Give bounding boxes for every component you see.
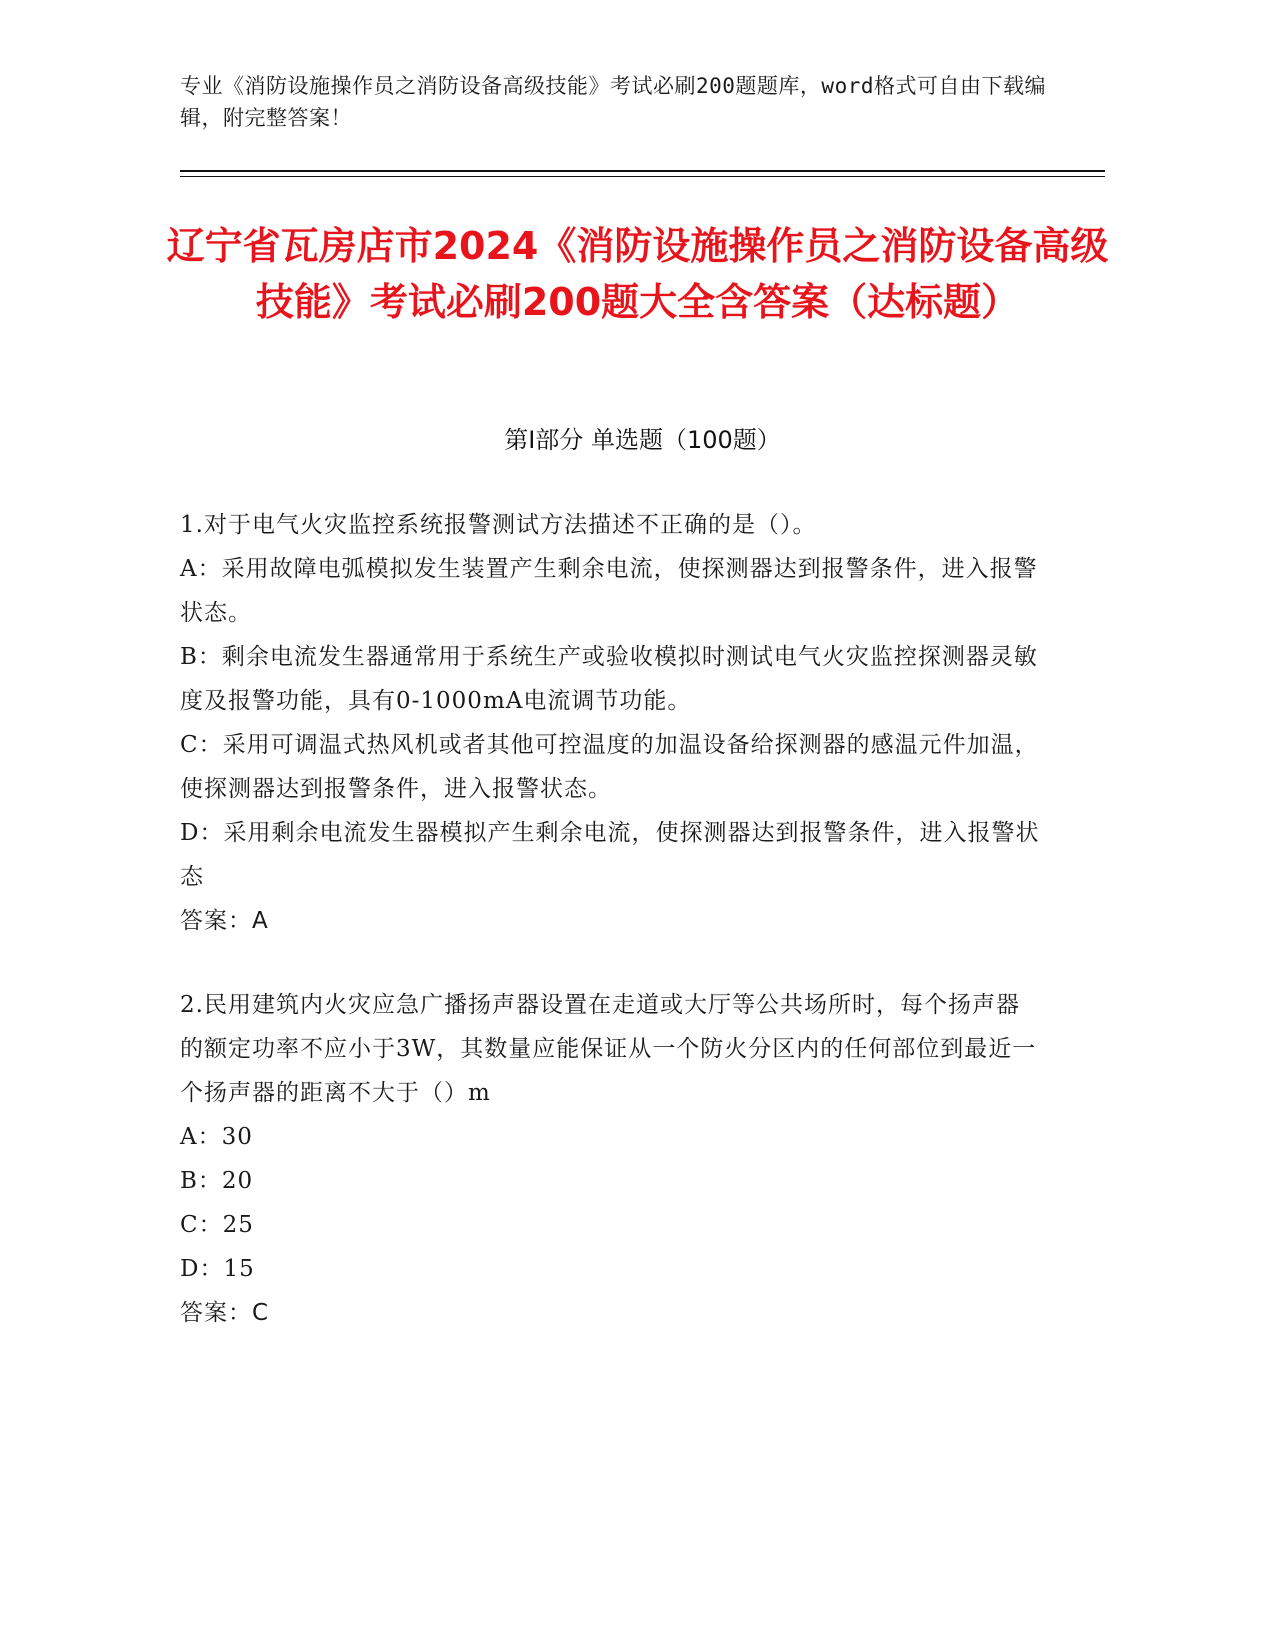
option-b: B：剩余电流发生器通常用于系统生产或验收模拟时测试电气火灾监控探测器灵敏度及报警功能，具有0-1000mA电流调节功能。	[180, 644, 1038, 714]
header-divider-thick	[180, 170, 1105, 172]
question-stem: 2.民用建筑内火灾应急广播扬声器设置在走道或大厅等公共场所时，每个扬声器的额定功率不应小于3W，其数量应能保证从一个防火分区内的任何部位到最近一个扬声器的距离不大于（）m	[180, 992, 1037, 1106]
option-d: D：15	[180, 1256, 255, 1282]
question-block	[180, 503, 1040, 943]
option-a: A：30	[180, 1124, 253, 1150]
document-title: 辽宁省瓦房店市2024《消防设施操作员之消防设备高级技能》考试必刷200题大全含答案（达标题）	[166, 224, 1109, 324]
answer: 答案：C	[180, 1300, 270, 1326]
answer: 答案：A	[180, 908, 269, 934]
option-d: D：采用剩余电流发生器模拟产生剩余电流，使探测器达到报警条件，进入报警状态	[180, 820, 1040, 890]
option-b: B：20	[180, 1168, 254, 1194]
header-divider-thin	[180, 176, 1105, 177]
option-c: C：采用可调温式热风机或者其他可控温度的加温设备给探测器的感温元件加温，使探测器达到报警条件，进入报警状态。	[180, 732, 1039, 802]
question-stem: 1.对于电气火灾监控系统报警测试方法描述不正确的是（）。	[180, 512, 817, 538]
option-a: A：采用故障电弧模拟发生装置产生剩余电流，使探测器达到报警条件，进入报警状态。	[180, 556, 1038, 626]
question-block	[180, 983, 1040, 1335]
section-title: 第I部分 单选题（100题）	[504, 426, 781, 454]
option-c: C：25	[180, 1212, 254, 1238]
header-note: 专业《消防设施操作员之消防设备高级技能》考试必刷200题题库，word格式可自由下载编辑，附完整答案！	[180, 74, 1046, 130]
